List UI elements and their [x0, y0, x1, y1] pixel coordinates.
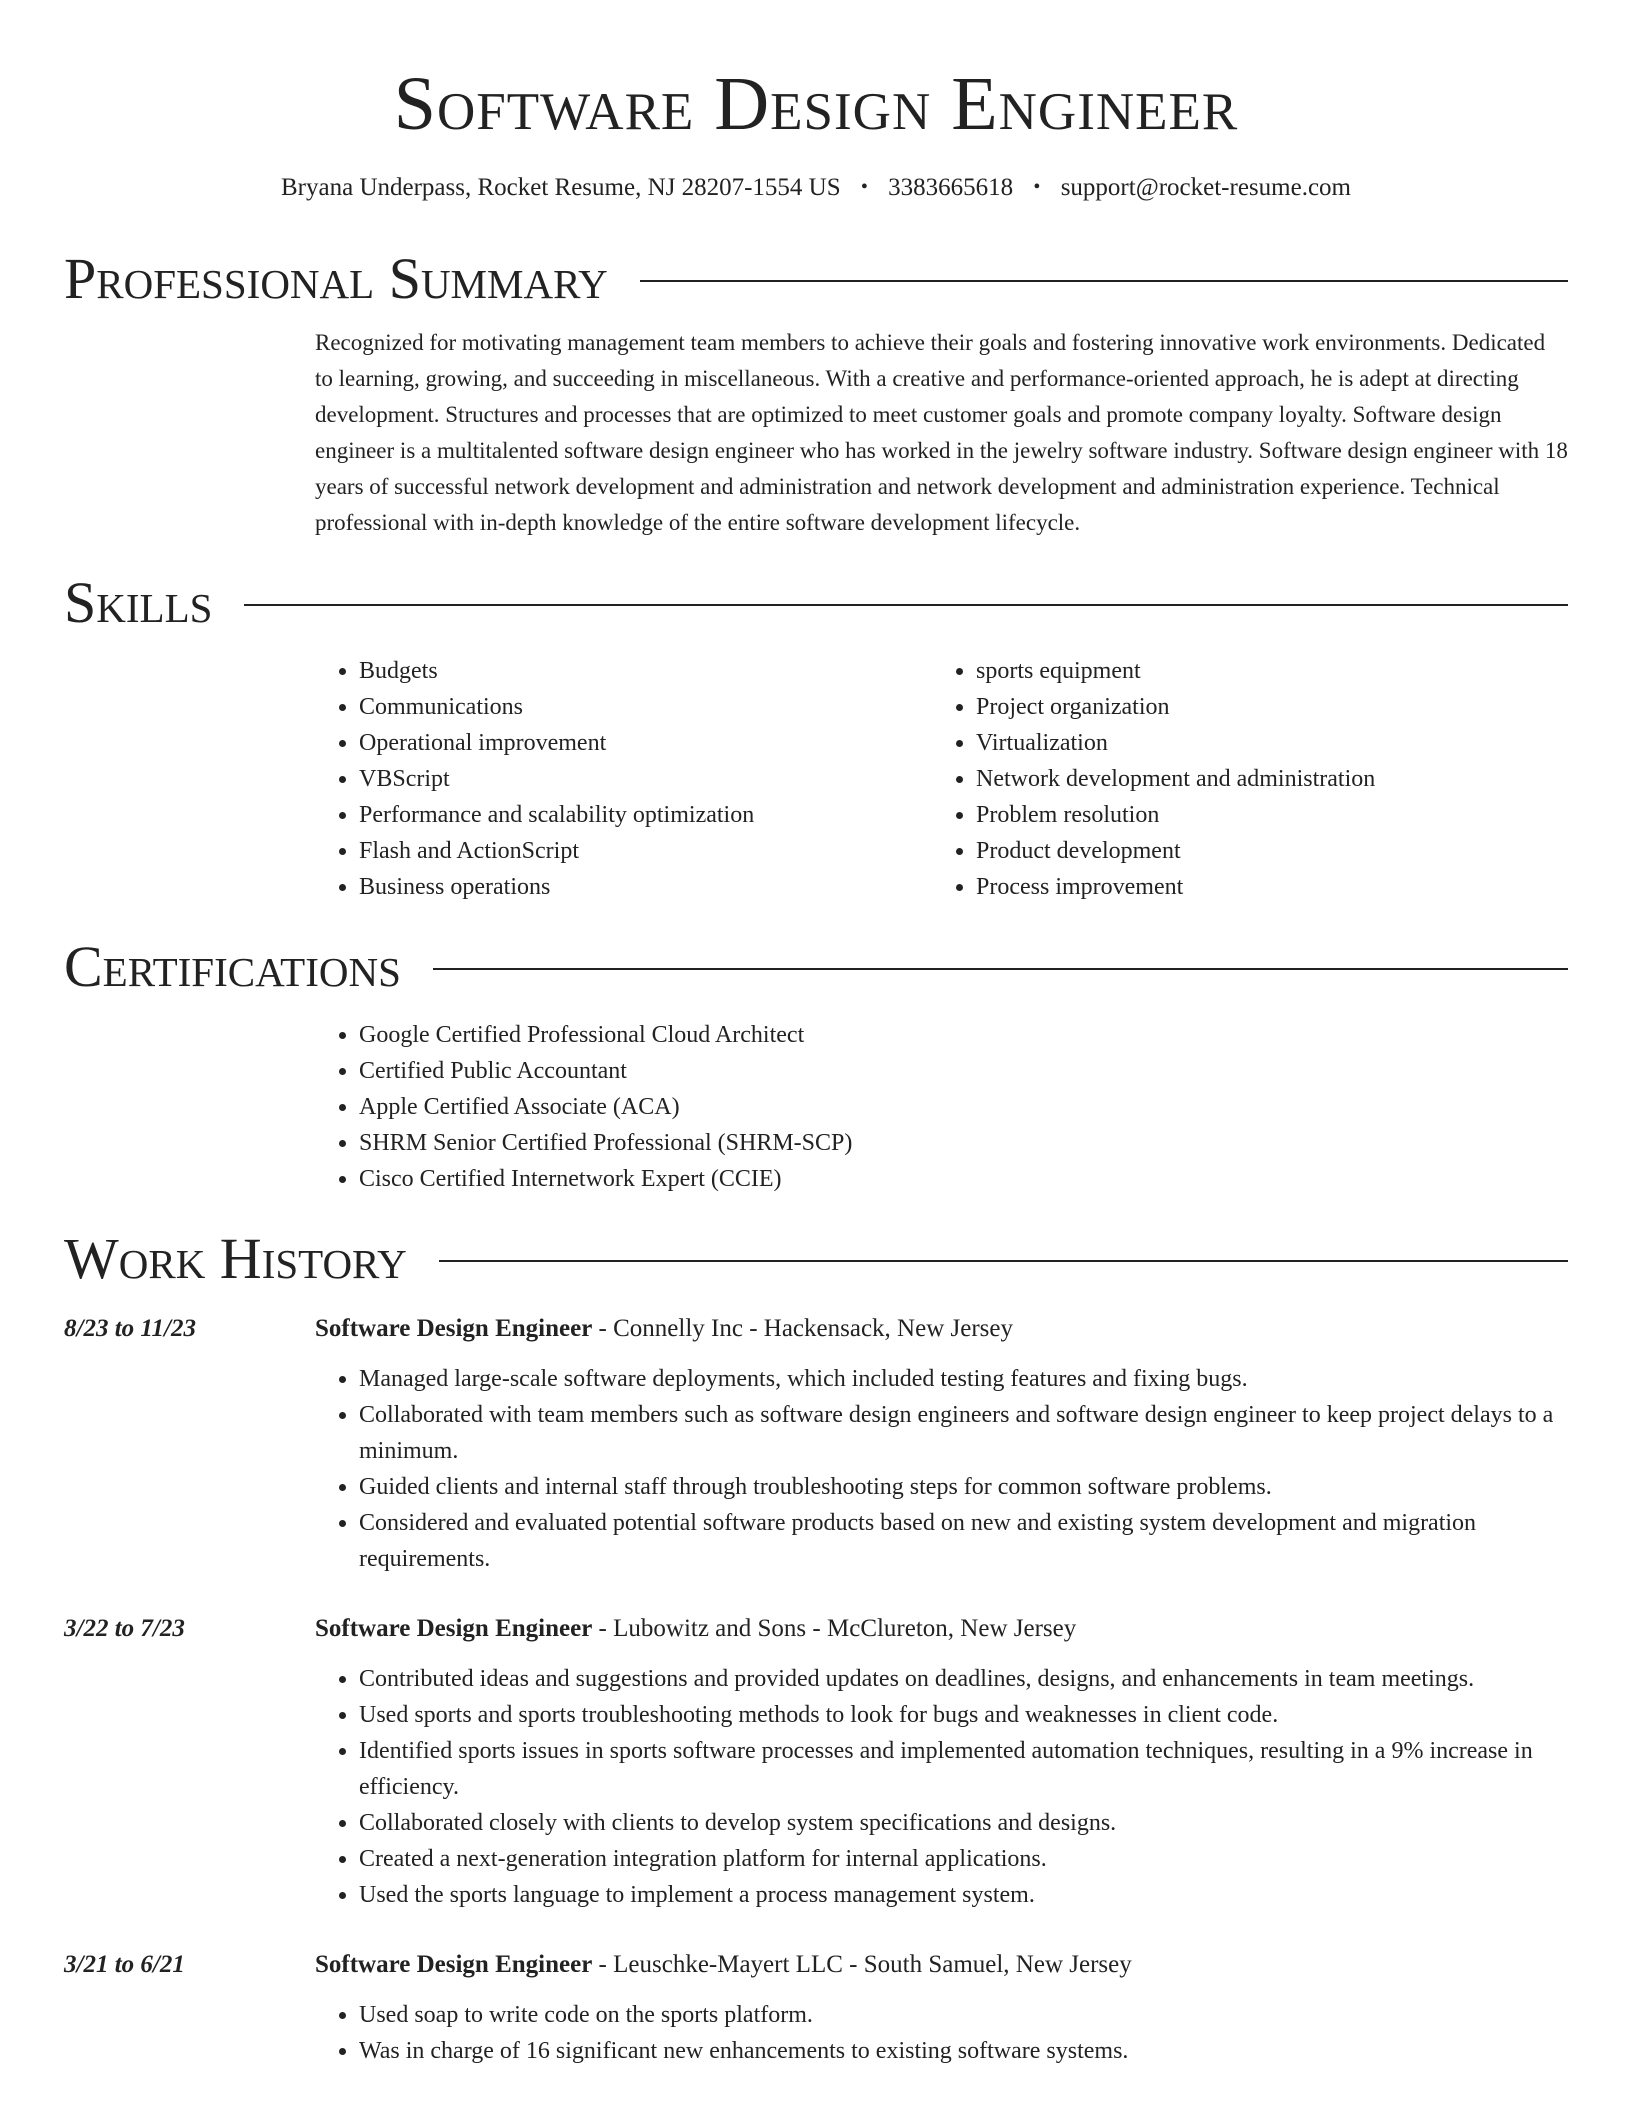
job-dates: 3/22 to 7/23	[64, 1615, 185, 1642]
section-divider	[640, 280, 1568, 282]
job-entry	[64, 1947, 1568, 2069]
skills-heading: Skills	[64, 570, 213, 635]
skill-item: • Communications	[359, 689, 932, 725]
summary-section	[64, 243, 1568, 541]
skill-item: • Business operations	[359, 869, 932, 905]
job-bullet: • Used soap to write code on the sports platform.	[359, 1997, 1568, 2033]
section-divider	[439, 1260, 1568, 1262]
certifications-list	[315, 1017, 1568, 1197]
skill-item: • Process improvement	[976, 869, 1549, 905]
summary-header	[64, 243, 1568, 315]
section-divider	[433, 968, 1568, 970]
job-bullet: • Collaborated with team members such as software design engineers and software design engineer to keep project delays to a minimum.	[359, 1397, 1568, 1469]
skill-item: • Budgets	[359, 653, 932, 689]
resume-name: Software Design Engineer	[393, 62, 1239, 146]
skills-column-right	[932, 653, 1549, 905]
job-bullet: • Considered and evaluated potential software products based on new and existing system development and migration requirements.	[359, 1505, 1568, 1577]
job-entry	[64, 1611, 1568, 1913]
contact-email[interactable]: support@rocket-resume.com	[1060, 174, 1351, 201]
work-history-header	[64, 1223, 1568, 1295]
job-bullets	[315, 1997, 1568, 2069]
job-bullet: • Was in charge of 16 significant new enhancements to existing software systems.	[359, 2033, 1568, 2069]
contact-address: Bryana Underpass, Rocket Resume, NJ 28207-1554 US	[281, 174, 841, 201]
job-dates: 8/23 to 11/23	[64, 1315, 196, 1342]
job-bullet: • Managed large-scale software deployments, which included testing features and fixing bugs.	[359, 1361, 1568, 1397]
certification-item: • Google Certified Professional Cloud Architect	[359, 1017, 1568, 1053]
summary-heading: Professional Summary	[64, 246, 608, 311]
job-bullets	[315, 1661, 1568, 1913]
certification-item: • SHRM Senior Certified Professional (SHRM-SCP)	[359, 1125, 1568, 1161]
skill-item: • Flash and ActionScript	[359, 833, 932, 869]
job-company: - Leuschke-Mayert LLC - South Samuel, New Jersey	[592, 1951, 1132, 1978]
job-title: Software Design Engineer	[315, 1951, 593, 1978]
job-bullet: • Guided clients and internal staff through troubleshooting steps for common software problems.	[359, 1469, 1568, 1505]
job-bullet: • Used sports and sports troubleshooting methods to look for bugs and weaknesses in client code.	[359, 1697, 1568, 1733]
job-bullet: • Identified sports issues in sports software processes and implemented automation techniques, resulting in a 9% increase in efficiency.	[359, 1733, 1568, 1805]
certification-item: • Certified Public Accountant	[359, 1053, 1568, 1089]
job-title: Software Design Engineer	[315, 1615, 593, 1642]
work-history-section	[64, 1223, 1568, 2069]
skills-section	[64, 567, 1568, 905]
certifications-section	[64, 931, 1568, 1197]
job-bullets	[315, 1361, 1568, 1577]
skill-item: • Operational improvement	[359, 725, 932, 761]
job-title-line	[315, 1311, 1013, 1347]
work-history-heading: Work History	[64, 1226, 407, 1291]
certification-item: • Apple Certified Associate (ACA)	[359, 1089, 1568, 1125]
skill-item: • Network development and administration	[976, 761, 1549, 797]
resume-page	[64, 0, 1568, 2069]
contact-phone: 3383665618	[888, 174, 1014, 201]
contact-separator: •	[860, 176, 868, 198]
skill-item: • sports equipment	[976, 653, 1549, 689]
job-company: - Connelly Inc - Hackensack, New Jersey	[592, 1315, 1013, 1342]
job-bullet: • Collaborated closely with clients to develop system specifications and designs.	[359, 1805, 1568, 1841]
job-title-line	[315, 1611, 1076, 1647]
job-company: - Lubowitz and Sons - McClureton, New Jersey	[592, 1615, 1077, 1642]
section-divider	[244, 604, 1568, 606]
summary-text: Recognized for motivating management team members to achieve their goals and fostering innovative work environments. Dedicated to learning, growing, and succeeding in miscellaneous. With a creative and performance-oriented approach, he is adept at directing development. Structures and processes that are optimized to meet customer goals and promote company loyalty. Software design engineer is a multitalented software design engineer who has worked in the jewelry software industry. Software design engineer with 18 years of successful network development and administration and network development and administration experience. Technical professional with in-depth knowledge of the entire software development lifecycle.	[315, 330, 1568, 535]
certification-item: • Cisco Certified Internetwork Expert (CCIE)	[359, 1161, 1568, 1197]
job-entry	[64, 1311, 1568, 1577]
certifications-heading: Certifications	[64, 934, 401, 999]
contact-line	[64, 172, 1568, 205]
skill-item: • Project organization	[976, 689, 1549, 725]
skill-item: • Virtualization	[976, 725, 1549, 761]
contact-separator: •	[1033, 176, 1041, 198]
skill-item: • Performance and scalability optimization	[359, 797, 932, 833]
skill-item: • Product development	[976, 833, 1549, 869]
job-title: Software Design Engineer	[315, 1315, 593, 1342]
skills-header	[64, 567, 1568, 639]
skills-column-left	[315, 653, 932, 905]
job-bullet: • Created a next-generation integration platform for internal applications.	[359, 1841, 1568, 1877]
skill-item: • Problem resolution	[976, 797, 1549, 833]
job-bullet: • Contributed ideas and suggestions and provided updates on deadlines, designs, and enhancements in team meetings.	[359, 1661, 1568, 1697]
job-bullet: • Used the sports language to implement a process management system.	[359, 1877, 1568, 1913]
skill-item: • VBScript	[359, 761, 932, 797]
job-dates: 3/21 to 6/21	[64, 1951, 185, 1978]
job-title-line	[315, 1947, 1132, 1983]
certifications-header	[64, 931, 1568, 1003]
